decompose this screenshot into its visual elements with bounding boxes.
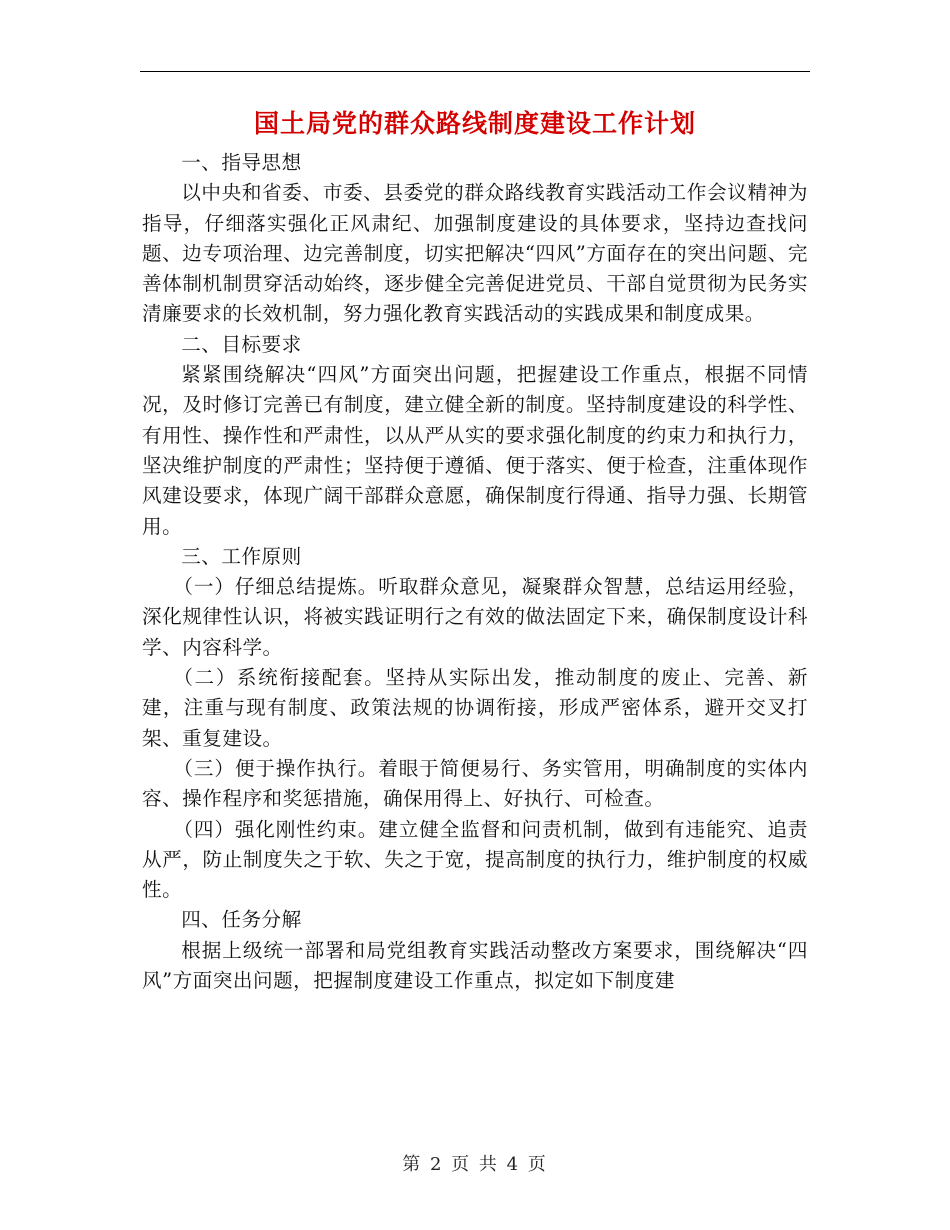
paragraph-task-breakdown: 根据上级统一部署和局党组教育实践活动整改方案要求，围绕解决“四风”方面突出问题，把握制度建设工作重点，拟定如下制度建 [142, 938, 808, 993]
document-title: 国土局党的群众路线制度建设工作计划 [253, 109, 696, 138]
page-footer: 第 2 页 共 4 页 [402, 1154, 548, 1175]
section-heading-guiding-ideology: 一、指导思想 [181, 151, 302, 174]
paragraph-guiding-ideology: 以中央和省委、市委、县委党的群众路线教育实践活动工作会议精神为指导，仔细落实强化正风肃纪、加强制度建设的具体要求，坚持边查找问题、边专项治理、边完善制度，切实把解决“四风”方面存在的突出问题、完善体制机制贯穿活动始终，逐步健全完善促进党员、干部自觉贯彻为民务实清廉要求的长效机制，努力强化教育实践活动的实践成果和制度成果。 [142, 181, 808, 326]
paragraph-principle-2: （二）系统衔接配套。坚持从实际出发，推动制度的废止、完善、新建，注重与现有制度、政策法规的协调衔接，形成严密体系，避开交叉打架、重复建设。 [142, 666, 808, 750]
paragraph-principle-3: （三）便于操作执行。着眼于简便易行、务实管用，明确制度的实体内容、操作程序和奖惩措施，确保用得上、好执行、可检查。 [142, 756, 808, 811]
section-heading-principles: 三、工作原则 [181, 544, 302, 568]
section-heading-goals: 二、目标要求 [181, 332, 302, 356]
header-rule [140, 71, 810, 72]
paragraph-principle-4: （四）强化刚性约束。建立健全监督和问责机制，做到有违能究、追责从严，防止制度失之于软、失之于宽，提高制度的执行力，维护制度的权威性。 [142, 817, 808, 902]
paragraph-goals: 紧紧围绕解决“四风”方面突出问题，把握建设工作重点，根据不同情况，及时修订完善已有制度，建立健全新的制度。坚持制度建设的科学性、有用性、操作性和严肃性，以从严从实的要求强化制度的约束力和执行力，坚决维护制度的严肃性；坚持便于遵循、便于落实、便于检查，注重体现作风建设要求，体现广阔干部群众意愿，确保制度行得通、指导力强、长期管用。 [142, 363, 808, 538]
section-heading-task-breakdown: 四、任务分解 [181, 908, 302, 932]
paragraph-principle-1: （一）仔细总结提炼。听取群众意见，凝聚群众智慧，总结运用经验，深化规律性认识，将被实践证明行之有效的做法固定下来，确保制度设计科学、内容科学。 [142, 575, 808, 659]
document-body [142, 102, 808, 996]
